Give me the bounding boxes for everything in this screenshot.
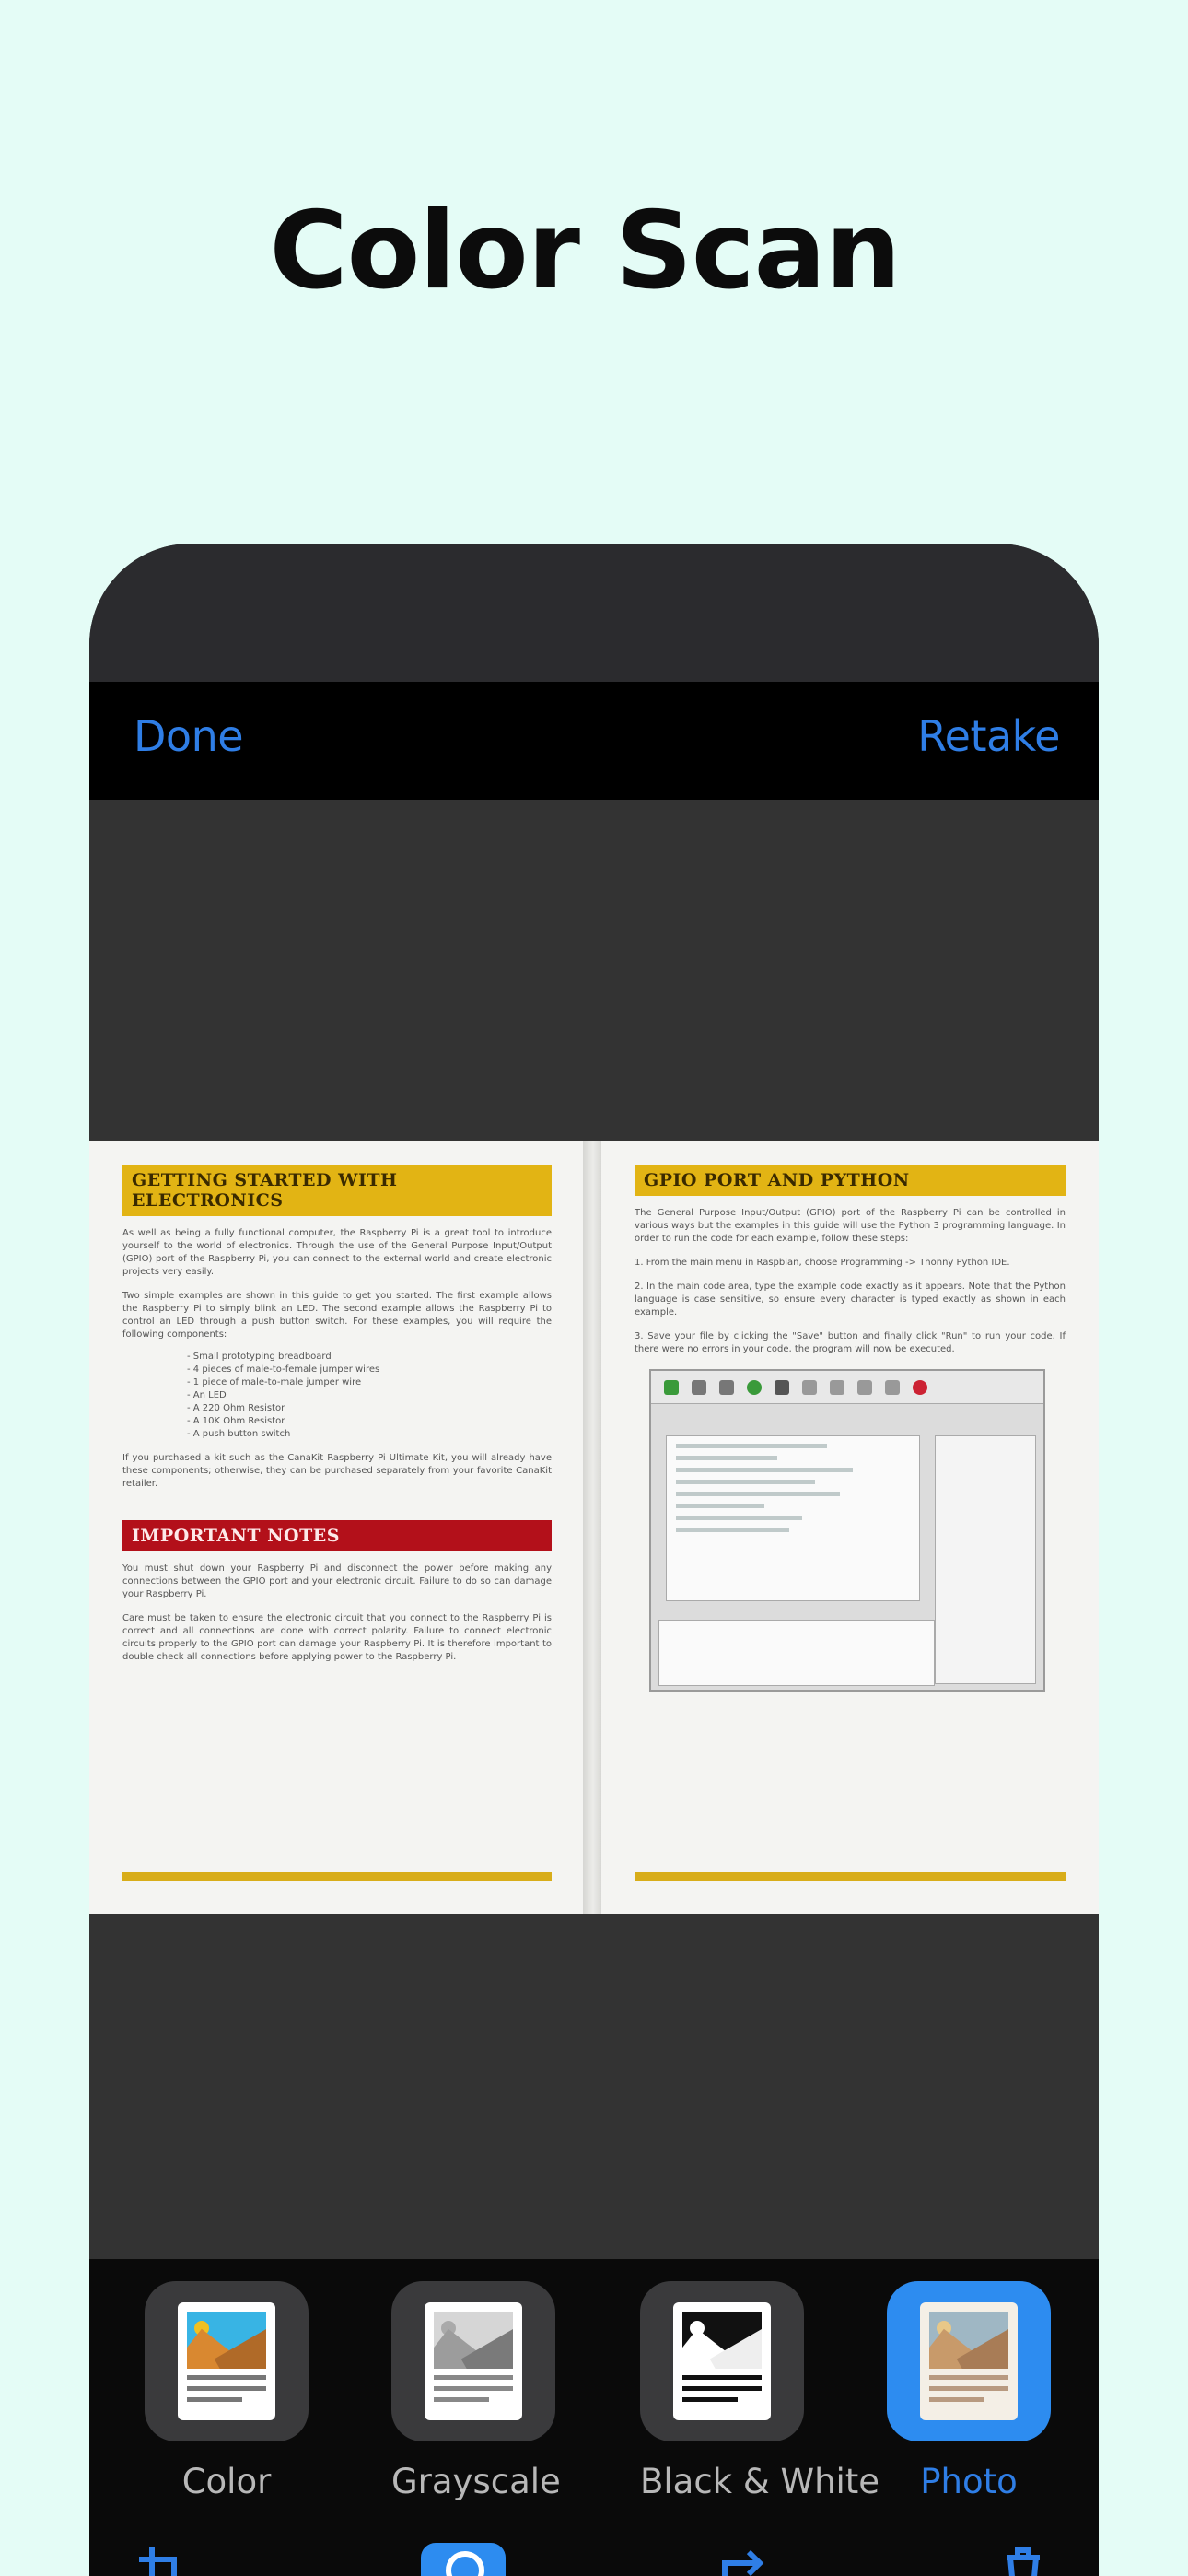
list-item: - An LED	[187, 1390, 227, 1400]
document-right-page	[601, 1141, 1099, 1914]
filter-black-white[interactable]	[640, 2281, 880, 2501]
out-icon	[857, 1380, 872, 1395]
list-item: - 4 pieces of male-to-female jumper wires	[187, 1364, 380, 1375]
run-icon	[747, 1380, 762, 1395]
paragraph: As well as being a fully functional computer, the Raspberry Pi is a great tool to introduce yourself to the world of electronics. Through the use of the General Purpose Input/Output (GPIO) port of the Raspberry Pi, you can connect to the external world and create electronic projects very easily.	[122, 1228, 552, 1277]
section-heading: GETTING STARTED WITH ELECTRONICS	[122, 1165, 552, 1216]
filter-label: Black & White	[640, 2462, 880, 2501]
navigation-bar	[89, 682, 1099, 800]
rotate-icon[interactable]	[716, 2543, 771, 2576]
paragraph: If you purchased a kit such as the CanaKit Raspberry Pi Ultimate Kit, you will already have these components; otherwise, they can be purchased separately from your favorite CanaKit retailer.	[122, 1453, 552, 1489]
list-item: - 1 piece of male-to-male jumper wire	[187, 1377, 362, 1388]
bottom-toolbar	[89, 2543, 1099, 2576]
page-footer-rule	[122, 1872, 552, 1881]
resume-icon	[885, 1380, 900, 1395]
over-icon	[802, 1380, 817, 1395]
filter-tile[interactable]	[640, 2281, 804, 2441]
filter-bar	[89, 2259, 1099, 2576]
paragraph: Care must be taken to ensure the electronic circuit that you connect to the Raspberry Pi is correct and all connections are done with correct polarity. Failure to connect electronic circuits properly to the GPIO port can damage your Raspberry Pi. It is therefore important to double check all connections before applying power to the Raspberry Pi.	[122, 1613, 552, 1662]
ide-variables-panel	[935, 1435, 1036, 1684]
page-footer-rule	[635, 1872, 1066, 1881]
filter-tile[interactable]	[391, 2281, 555, 2441]
status-area	[89, 544, 1099, 682]
binding-gutter	[583, 1141, 603, 1914]
list-item: - A 220 Ohm Resistor	[187, 1403, 285, 1413]
scanned-document[interactable]	[89, 1141, 1099, 1914]
paragraph: 1. From the main menu in Raspbian, choose Programming -> Thonny Python IDE.	[635, 1258, 1010, 1268]
done-button[interactable]: Done	[134, 711, 244, 761]
filters-icon[interactable]	[437, 2543, 493, 2576]
black-white-filter-icon	[673, 2302, 771, 2420]
paragraph: 2. In the main code area, type the example code exactly as it appears. Note that the Python language is case sensitive, so ensure every character is typed exactly as shown in each example.	[635, 1282, 1066, 1317]
crop-icon[interactable]	[135, 2543, 191, 2576]
debug-icon	[775, 1380, 789, 1395]
paragraph: The General Purpose Input/Output (GPIO) port of the Raspberry Pi can be controlled in various ways but the examples in this guide will use the Python 3 programming language. In order to run the code for each example, follow these steps:	[635, 1208, 1066, 1244]
phone-frame	[89, 544, 1099, 2576]
filter-label: Color	[181, 2462, 272, 2501]
color-filter-icon	[178, 2302, 275, 2420]
section-heading: GPIO PORT AND PYTHON	[635, 1165, 1066, 1196]
ide-code-area	[666, 1435, 920, 1601]
stop-icon	[913, 1380, 927, 1395]
ide-screenshot-image	[649, 1369, 1045, 1692]
list-item: - Small prototyping breadboard	[187, 1352, 332, 1362]
paragraph: Two simple examples are shown in this guide to get you started. The first example allows the Raspberry Pi to simply blink an LED. The second example allows the Raspberry Pi to control an LED through a push button switch. For these examples, you will require the following components:	[122, 1291, 552, 1340]
list-item: - A 10K Ohm Resistor	[187, 1416, 285, 1426]
ide-shell-panel	[658, 1620, 935, 1686]
paragraph: 3. Save your file by clicking the "Save" button and finally click "Run" to run your code. If there were no errors in your code, the program will now be executed.	[635, 1331, 1066, 1354]
into-icon	[830, 1380, 844, 1395]
trash-icon[interactable]	[996, 2543, 1051, 2576]
filter-photo[interactable]	[887, 2281, 1051, 2501]
scan-preview	[89, 800, 1099, 2342]
new-icon	[664, 1380, 679, 1395]
retake-button[interactable]: Retake	[917, 711, 1060, 761]
filter-grayscale[interactable]	[391, 2281, 561, 2501]
grayscale-filter-icon	[425, 2302, 522, 2420]
list-item: - A push button switch	[187, 1429, 291, 1439]
notes-heading: IMPORTANT NOTES	[122, 1520, 552, 1551]
document-left-page	[89, 1141, 587, 1914]
save-icon	[719, 1380, 734, 1395]
filter-label: Photo	[920, 2462, 1018, 2501]
photo-filter-icon	[920, 2302, 1018, 2420]
filter-color[interactable]	[145, 2281, 309, 2501]
components-list	[187, 1351, 552, 1441]
filter-label: Grayscale	[391, 2462, 561, 2501]
filter-tile[interactable]	[887, 2281, 1051, 2441]
page-title: Color Scan	[269, 189, 901, 313]
load-icon	[692, 1380, 706, 1395]
filter-tile[interactable]	[145, 2281, 309, 2441]
paragraph: You must shut down your Raspberry Pi and disconnect the power before making any connections between the GPIO port and your electronic circuit. Failure to do so can damage your Raspberry Pi.	[122, 1563, 552, 1599]
ide-toolbar	[651, 1371, 1043, 1404]
